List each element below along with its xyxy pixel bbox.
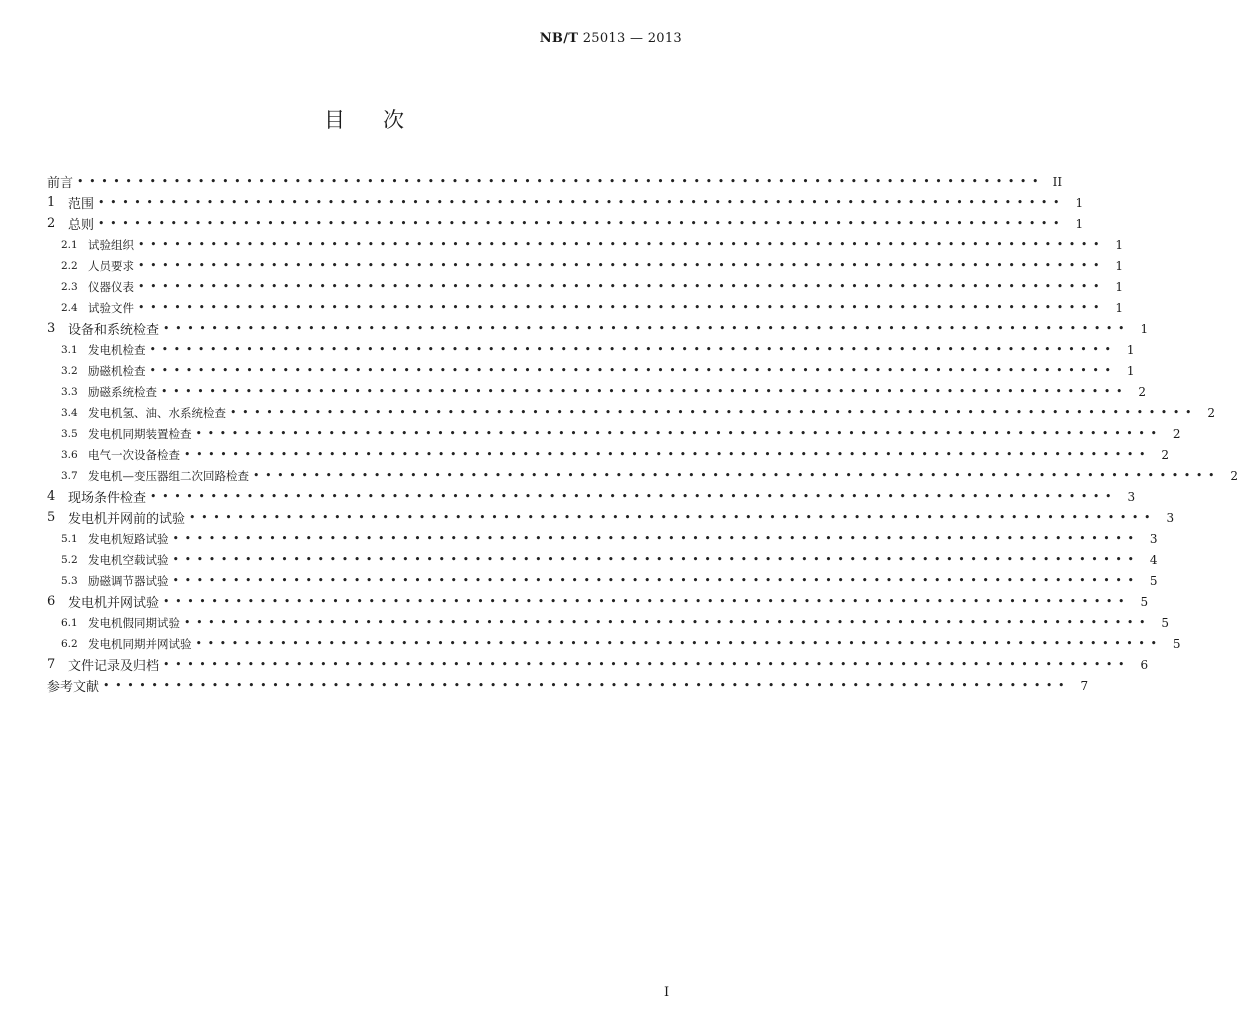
toc-entry-page: 5 — [1161, 615, 1170, 630]
toc-entry[interactable] — [47, 171, 1063, 192]
toc-entry-number: 5 — [47, 510, 56, 525]
toc-entry-page: 2 — [1230, 468, 1238, 483]
page-number: I — [664, 985, 670, 1000]
toc-entry[interactable] — [47, 402, 1216, 423]
toc-entry-number: 4 — [47, 489, 56, 504]
toc-entry-page: 2 — [1161, 447, 1170, 462]
toc-entry-label: 前言 — [47, 176, 74, 191]
toc-entry[interactable] — [47, 528, 1158, 549]
toc-entry[interactable] — [47, 633, 1181, 654]
dot-leader: •••••••••••••••••••••••••••••••••••••••••••••••••••••••••••••••••••••••••••••••• — [103, 679, 1071, 692]
toc-entry-page: 4 — [1149, 552, 1158, 567]
toc-entry-label: 试验文件 — [88, 300, 134, 315]
toc-entry[interactable] — [47, 549, 1158, 570]
dot-leader: •••••••••••••••••••••••••••••••••••••••••••••••••••••••••••••••••••••••••••••••• — [195, 637, 1163, 650]
toc-entry[interactable] — [47, 297, 1124, 318]
toc-entry[interactable] — [47, 360, 1135, 381]
toc-entry-label: 励磁系统检查 — [88, 384, 157, 399]
dot-leader: •••••••••••••••••••••••••••••••••••••••••••••••••••••••••••••••••••••••••••••••• — [163, 595, 1131, 608]
dot-leader: •••••••••••••••••••••••••••••••••••••••••••••••••••••••••••••••••••••••••••••••• — [189, 511, 1157, 524]
dot-leader: •••••••••••••••••••••••••••••••••••••••••••••••••••••••••••••••••••••••••••••••• — [230, 406, 1198, 419]
dot-leader: •••••••••••••••••••••••••••••••••••••••••••••••••••••••••••••••••••••••••••••••• — [150, 490, 1118, 503]
toc-entry[interactable] — [47, 465, 1238, 486]
toc-entry-page: 7 — [1080, 678, 1089, 693]
toc-entry-page: 1 — [1115, 258, 1124, 273]
toc-entry-label: 发电机并网前的试验 — [68, 512, 186, 527]
toc-entry-number: 6 — [47, 594, 56, 609]
toc-entry-number: 6.1 — [61, 616, 78, 629]
toc-entry-label: 文件记录及归档 — [68, 659, 160, 674]
toc-entry[interactable] — [47, 381, 1147, 402]
toc-entry-page: 5 — [1172, 636, 1181, 651]
toc-entry-page: 5 — [1140, 594, 1149, 609]
dot-leader: •••••••••••••••••••••••••••••••••••••••••••••••••••••••••••••••••••••••••••••••• — [161, 385, 1129, 398]
toc-entry-label: 试验组织 — [88, 237, 134, 252]
toc-entry-label: 励磁机检查 — [88, 363, 146, 378]
toc-entry[interactable] — [47, 675, 1089, 696]
toc-entry-page: II — [1052, 174, 1063, 189]
toc-entry-page: 1 — [1075, 216, 1084, 231]
toc-entry-page: 2 — [1207, 405, 1216, 420]
toc-entry[interactable] — [47, 570, 1158, 591]
toc-entry-page: 2 — [1172, 426, 1181, 441]
standard-number: 25013 — 2013 — [582, 31, 682, 46]
toc-entry-number: 5.1 — [61, 532, 78, 545]
toc-entry-label: 发电机并网试验 — [68, 596, 160, 611]
toc-entry-number: 2.2 — [61, 259, 78, 272]
toc-entry-page: 1 — [1115, 237, 1124, 252]
toc-entry-number: 3.7 — [61, 469, 78, 482]
toc-entry-number: 7 — [47, 657, 56, 672]
dot-leader: •••••••••••••••••••••••••••••••••••••••••••••••••••••••••••••••••••••••••••••••• — [138, 238, 1106, 251]
dot-leader: •••••••••••••••••••••••••••••••••••••••••••••••••••••••••••••••••••••••••••••••• — [77, 175, 1045, 188]
dot-leader: •••••••••••••••••••••••••••••••••••••••••••••••••••••••••••••••••••••••••••••••• — [172, 553, 1140, 566]
dot-leader: •••••••••••••••••••••••••••••••••••••••••••••••••••••••••••••••••••••••••••••••• — [184, 616, 1152, 629]
toc-entry-label: 参考文献 — [47, 680, 100, 695]
toc-entry-number: 3.5 — [61, 427, 78, 440]
toc-entry-page: 3 — [1149, 531, 1158, 546]
dot-leader: •••••••••••••••••••••••••••••••••••••••••••••••••••••••••••••••••••••••••••••••• — [253, 469, 1221, 482]
toc-entry-label: 人员要求 — [88, 258, 134, 273]
toc-entry-label: 发电机检查 — [88, 342, 146, 357]
toc-entry[interactable] — [47, 192, 1084, 213]
toc-entry-page: 1 — [1140, 321, 1149, 336]
toc-entry-number: 6.2 — [61, 637, 78, 650]
dot-leader: •••••••••••••••••••••••••••••••••••••••••••••••••••••••••••••••••••••••••••••••• — [138, 280, 1106, 293]
standard-prefix: NB/T — [539, 31, 579, 46]
toc-entry-page: 1 — [1115, 279, 1124, 294]
toc-entry[interactable] — [47, 234, 1124, 255]
toc-entry-number: 3.4 — [61, 406, 78, 419]
toc-entry-label: 现场条件检查 — [68, 491, 147, 506]
dot-leader: •••••••••••••••••••••••••••••••••••••••••••••••••••••••••••••••••••••••••••••••• — [98, 217, 1066, 230]
toc-entry-label: 发电机氢、油、水系统检查 — [88, 405, 226, 420]
toc-entry-label: 发电机—变压器组二次回路检查 — [88, 468, 249, 483]
toc-entry-page: 3 — [1127, 489, 1136, 504]
toc-entry-label: 发电机空载试验 — [88, 552, 169, 567]
toc-entry[interactable] — [47, 444, 1170, 465]
dot-leader: •••••••••••••••••••••••••••••••••••••••••••••••••••••••••••••••••••••••••••••••• — [149, 364, 1117, 377]
dot-leader: •••••••••••••••••••••••••••••••••••••••••••••••••••••••••••••••••••••••••••••••• — [98, 196, 1066, 209]
toc-entry[interactable] — [47, 213, 1084, 234]
dot-leader: •••••••••••••••••••••••••••••••••••••••••••••••••••••••••••••••••••••••••••••••• — [172, 532, 1140, 545]
toc-entry[interactable] — [47, 276, 1124, 297]
dot-leader: •••••••••••••••••••••••••••••••••••••••••••••••••••••••••••••••••••••••••••••••• — [163, 658, 1131, 671]
toc-entry-label: 发电机同期并网试验 — [88, 636, 192, 651]
toc-entry-page: 1 — [1126, 363, 1135, 378]
toc-entry-label: 励磁调节器试验 — [88, 573, 169, 588]
dot-leader: •••••••••••••••••••••••••••••••••••••••••••••••••••••••••••••••••••••••••••••••• — [163, 322, 1131, 335]
toc-entry-label: 电气一次设备检查 — [88, 447, 180, 462]
toc-entry-number: 1 — [47, 195, 56, 210]
toc-entry-number: 2.4 — [61, 301, 78, 314]
toc-entry-label: 发电机同期装置检查 — [88, 426, 192, 441]
dot-leader: •••••••••••••••••••••••••••••••••••••••••••••••••••••••••••••••••••••••••••••••• — [138, 301, 1106, 314]
toc-entry-number: 5.2 — [61, 553, 78, 566]
toc-entry-number: 3.3 — [61, 385, 78, 398]
toc-entry-page: 1 — [1126, 342, 1135, 357]
toc-title: 目次 — [324, 108, 442, 132]
toc-entry-page: 5 — [1149, 573, 1158, 588]
toc-entry-label: 仪器仪表 — [88, 279, 134, 294]
toc-entry[interactable] — [47, 486, 1136, 507]
toc-entry-number: 3.1 — [61, 343, 78, 356]
toc-entry[interactable] — [47, 339, 1135, 360]
toc-entry-label: 设备和系统检查 — [68, 323, 160, 338]
dot-leader: •••••••••••••••••••••••••••••••••••••••••••••••••••••••••••••••••••••••••••••••• — [138, 259, 1106, 272]
toc-entry-label: 范围 — [68, 197, 95, 212]
toc-entry[interactable] — [47, 591, 1149, 612]
toc-entry-number: 2.1 — [61, 238, 78, 251]
toc-entry[interactable] — [47, 255, 1124, 276]
toc-entry-number: 5.3 — [61, 574, 78, 587]
toc-entry-page: 3 — [1166, 510, 1175, 525]
toc-entry-number: 3.6 — [61, 448, 78, 461]
dot-leader: •••••••••••••••••••••••••••••••••••••••••••••••••••••••••••••••••••••••••••••••• — [195, 427, 1163, 440]
dot-leader: •••••••••••••••••••••••••••••••••••••••••••••••••••••••••••••••••••••••••••••••• — [184, 448, 1152, 461]
toc-entry[interactable] — [47, 612, 1170, 633]
standard-code — [540, 31, 682, 46]
toc-entry[interactable] — [47, 318, 1149, 339]
toc-entry-page: 1 — [1075, 195, 1084, 210]
toc-entry-number: 3.2 — [61, 364, 78, 377]
dot-leader: •••••••••••••••••••••••••••••••••••••••••••••••••••••••••••••••••••••••••••••••• — [172, 574, 1140, 587]
toc-entry-page: 2 — [1138, 384, 1147, 399]
toc-entry-label: 总则 — [68, 218, 95, 233]
toc-entry-number: 3 — [47, 321, 56, 336]
toc-entry[interactable] — [47, 507, 1175, 528]
dot-leader: •••••••••••••••••••••••••••••••••••••••••••••••••••••••••••••••••••••••••••••••• — [149, 343, 1117, 356]
table-of-contents — [47, 171, 1238, 696]
toc-entry-number: 2.3 — [61, 280, 78, 293]
toc-entry-number: 2 — [47, 216, 56, 231]
toc-entry-page: 6 — [1140, 657, 1149, 672]
toc-entry[interactable] — [47, 423, 1181, 444]
toc-entry[interactable] — [47, 654, 1149, 675]
toc-entry-label: 发电机假同期试验 — [88, 615, 180, 630]
toc-entry-label: 发电机短路试验 — [88, 531, 169, 546]
toc-entry-page: 1 — [1115, 300, 1124, 315]
